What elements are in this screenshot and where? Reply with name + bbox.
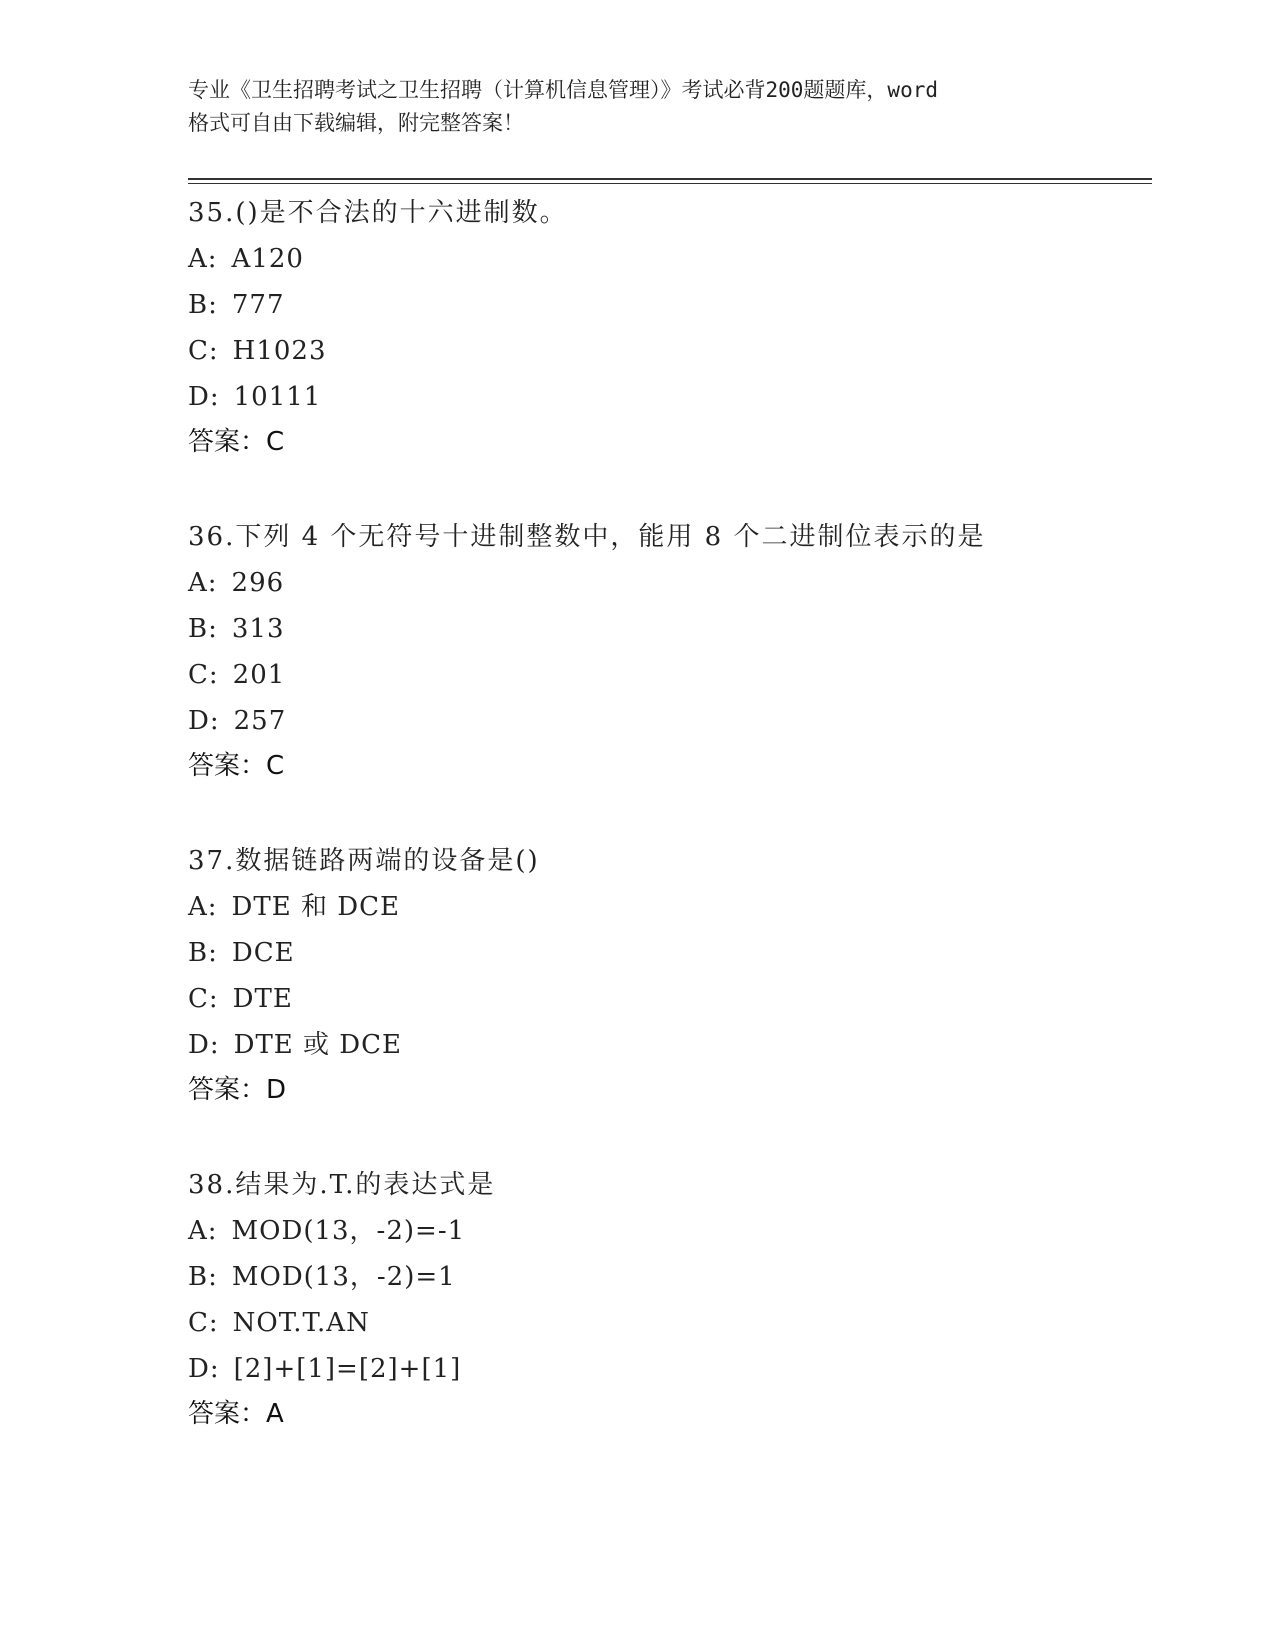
option-d [188,1022,1148,1068]
question-35 [188,190,1148,464]
option-b [188,1254,1148,1300]
answer-label: 答案：D [188,1075,287,1105]
question-list [188,190,1148,1486]
option-text: H1023 [232,336,327,366]
option-c [188,652,1148,698]
option-letter: C: [188,984,219,1014]
option-letter: A: [188,568,218,598]
option-d [188,698,1148,744]
header-line-1: 专业《卫生招聘考试之卫生招聘（计算机信息管理）》考试必背200题题库，word [188,78,938,102]
answer-label: 答案：A [188,1399,284,1429]
option-letter: B: [188,290,218,320]
option-letter: D: [188,1354,220,1384]
option-text: [2]+[1]=[2]+[1] [233,1354,462,1384]
option-text: NOT.T.AN [232,1308,370,1338]
document-header [188,74,1088,140]
option-text: A120 [231,244,304,274]
option-a [188,1208,1148,1254]
option-text: 257 [233,706,287,736]
option-letter: C: [188,1308,219,1338]
answer-label: 答案：C [188,427,285,457]
answer-label: 答案：C [188,751,285,781]
option-b [188,606,1148,652]
option-text: MOD(13，-2)=1 [231,1262,456,1292]
option-text: DTE 或 DCE [233,1030,403,1060]
option-text: MOD(13，-2)=-1 [231,1216,466,1246]
question-36 [188,514,1148,788]
option-a [188,236,1148,282]
option-letter: B: [188,938,218,968]
option-letter: D: [188,1030,220,1060]
option-letter: B: [188,614,218,644]
question-stem: 35.()是不合法的十六进制数。 [188,198,568,228]
question-stem: 38.结果为.T.的表达式是 [188,1170,496,1200]
option-a [188,884,1148,930]
option-text: 10111 [233,382,322,412]
option-text: DTE 和 DCE [231,892,400,922]
option-a [188,560,1148,606]
option-text: 296 [231,568,285,598]
option-letter: B: [188,1262,218,1292]
option-c [188,976,1148,1022]
option-text: 201 [232,660,286,690]
option-letter: A: [188,892,218,922]
option-b [188,282,1148,328]
option-c [188,1300,1148,1346]
header-divider-thick [188,178,1152,180]
option-letter: C: [188,336,219,366]
option-letter: A: [188,244,218,274]
option-letter: C: [188,660,219,690]
option-c [188,328,1148,374]
option-letter: A: [188,1216,218,1246]
header-line-2: 格式可自由下载编辑，附完整答案！ [188,111,524,135]
question-38 [188,1162,1148,1436]
option-text: DCE [231,938,295,968]
option-text: DTE [232,984,293,1014]
option-d [188,374,1148,420]
option-b [188,930,1148,976]
option-text: 777 [231,290,285,320]
question-37 [188,838,1148,1112]
option-d [188,1346,1148,1392]
option-letter: D: [188,706,220,736]
question-stem: 36.下列 4 个无符号十进制整数中，能用 8 个二进制位表示的是 [188,522,986,552]
option-text: 313 [231,614,285,644]
header-divider-thin [188,183,1152,184]
option-letter: D: [188,382,220,412]
question-stem: 37.数据链路两端的设备是() [188,846,540,876]
